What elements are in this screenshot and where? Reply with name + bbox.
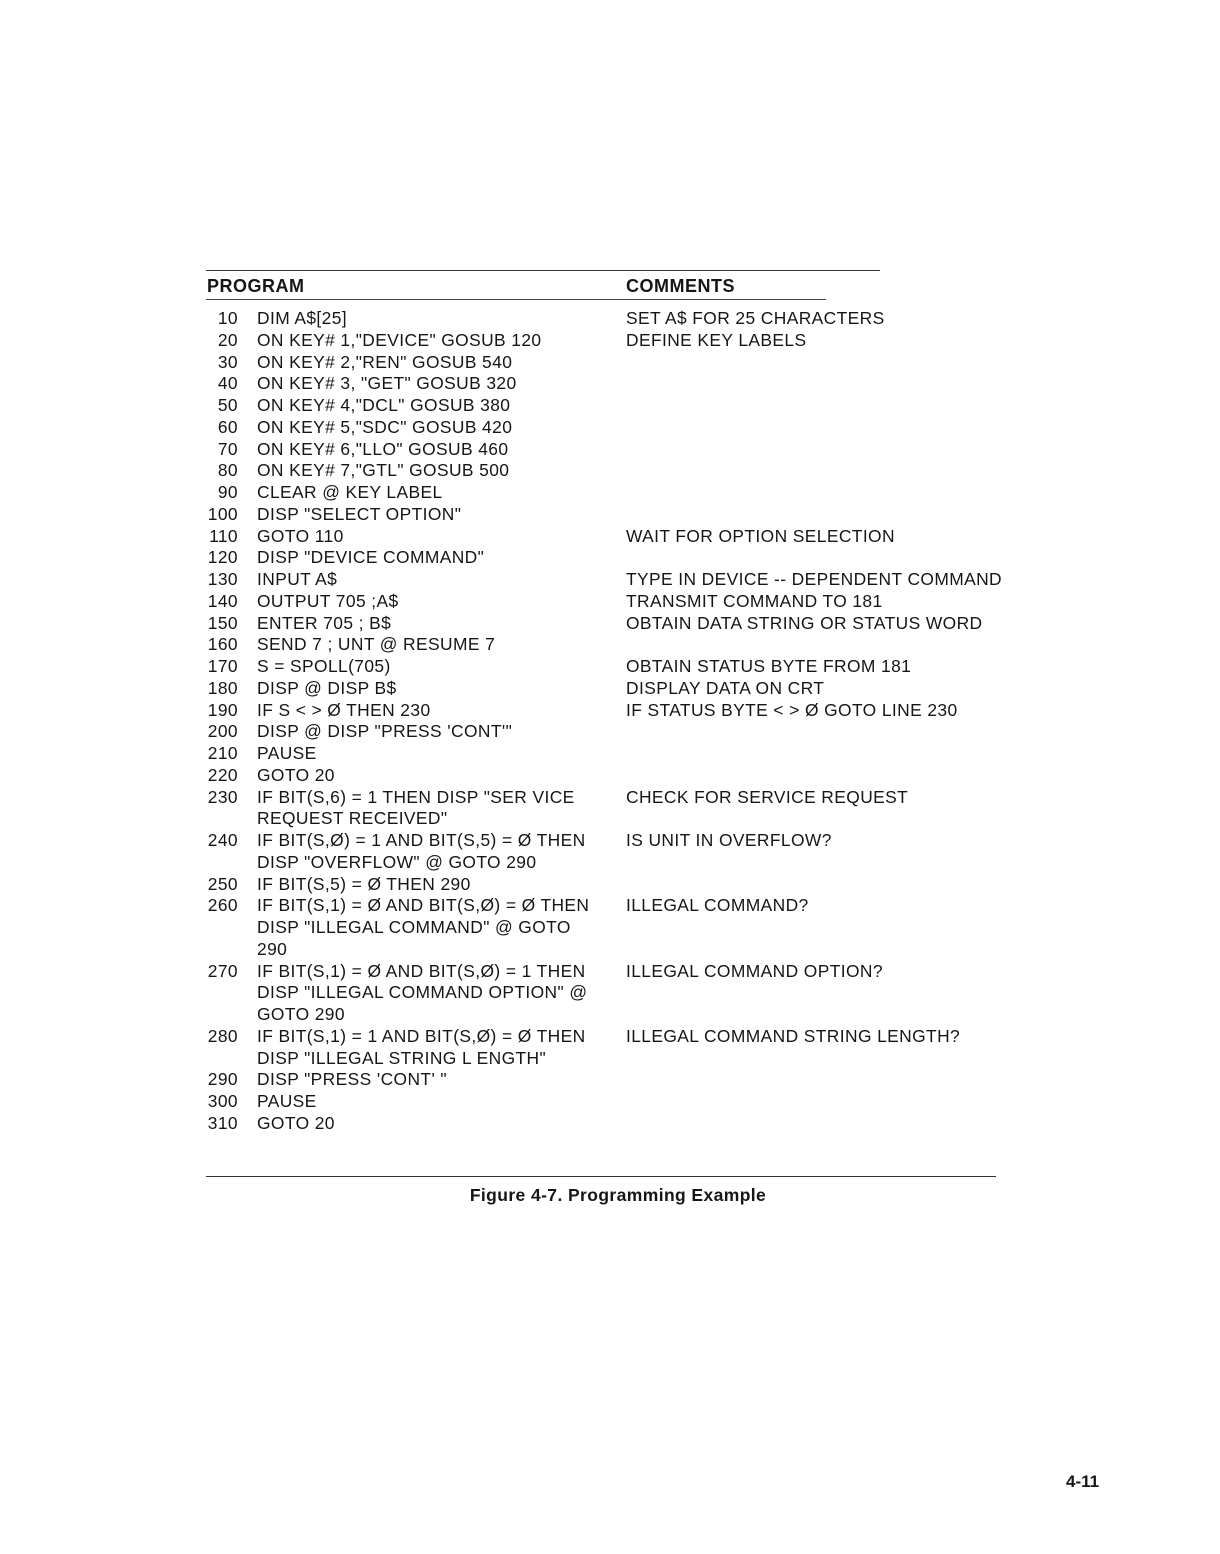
listing-row [200,569,1060,591]
line-number: 170 [207,656,238,676]
line-number: 10 [217,308,238,328]
listing-row [200,439,1060,461]
listing-row [200,395,1060,417]
listing-row [200,830,1060,874]
comment-text: IS UNIT IN OVERFLOW? [626,830,832,850]
code-statement: IF BIT(S,5) = Ø THEN 290 [257,873,471,894]
program-listing [200,308,1060,1135]
code-statement: IF BIT(S,1) = Ø AND BIT(S,Ø) = Ø THEN DISP "ILLEGAL COMMAND" @ GOTO 290 [257,895,595,959]
line-number: 80 [217,460,238,481]
figure-caption: Figure 4-7. Programming Example [469,1185,767,1205]
code-statement: PAUSE [257,743,317,763]
line-number: 130 [207,569,238,589]
code-statement: S = SPOLL(705) [257,656,391,676]
comment-text [626,1069,1060,1091]
code-statement: DISP "DEVICE COMMAND" [257,547,485,568]
listing-row [200,1113,1060,1135]
listing-row [200,656,1060,678]
code-statement: PAUSE [257,1091,317,1111]
comment-text [626,460,1060,482]
listing-row [200,526,1060,548]
code-statement: GOTO 110 [257,525,344,546]
line-number: 40 [217,373,238,394]
code-statement: DISP "SELECT OPTION" [257,503,462,524]
line-number: 190 [207,699,238,720]
line-number: 160 [207,634,238,655]
comment-text: ILLEGAL COMMAND STRING LENGTH? [626,1025,961,1046]
code-statement: INPUT A$ [257,569,338,589]
code-statement: ON KEY# 2,"REN" GOSUB 540 [257,351,513,372]
comment-text: CHECK FOR SERVICE REQUEST [626,786,909,807]
line-number: 140 [207,590,238,611]
comment-text [626,1113,1060,1135]
line-number: 260 [207,895,238,916]
comment-text [626,352,1060,374]
comment-text: OBTAIN STATUS BYTE FROM 181 [626,656,912,676]
figure-caption-wrap [0,1185,1000,1206]
listing-row [200,417,1060,439]
comment-text [626,634,1060,656]
comment-text: SET A$ FOR 25 CHARACTERS [626,308,885,328]
listing-row [200,721,1060,743]
code-statement: IF S < > Ø THEN 230 [257,699,431,720]
comment-text [626,547,1060,569]
listing-row [200,895,1060,960]
listing-row [200,1091,1060,1113]
listing-row [200,1026,1060,1070]
code-statement: ENTER 705 ; B$ [257,612,392,633]
code-statement: ON KEY# 6,"LLO" GOSUB 460 [257,438,509,459]
comment-text [626,504,1060,526]
line-number: 180 [207,677,238,698]
line-number: 280 [207,1025,238,1046]
listing-row [200,460,1060,482]
line-number: 220 [207,764,238,785]
comment-text [626,765,1060,787]
code-statement: IF BIT(S,1) = Ø AND BIT(S,Ø) = 1 THEN DISP "ILLEGAL COMMAND OPTION" @ GOTO 290 [257,960,593,1024]
comment-text: DEFINE KEY LABELS [626,329,807,350]
code-statement: CLEAR @ KEY LABEL [257,482,443,502]
comment-text: ILLEGAL COMMAND? [626,895,809,916]
comment-text [626,417,1060,439]
line-number: 240 [207,830,238,850]
comment-text [626,874,1060,896]
listing-row [200,787,1060,831]
code-statement: ON KEY# 3, "GET" GOSUB 320 [257,373,517,394]
listing-row [200,352,1060,374]
comment-text [626,439,1060,461]
comment-text [626,482,1060,504]
listing-row [200,874,1060,896]
comment-text [626,743,1060,765]
code-statement: IF BIT(S,6) = 1 THEN DISP "SER VICE REQUEST RECEIVED" [257,786,580,829]
code-statement: GOTO 20 [257,1112,335,1133]
comment-text: OBTAIN DATA STRING OR STATUS WORD [626,612,983,633]
code-statement: ON KEY# 1,"DEVICE" GOSUB 120 [257,329,542,350]
comments-column-header: COMMENTS [626,276,735,296]
line-number: 210 [207,743,238,763]
comment-text [626,395,1060,417]
comment-text [626,721,1060,743]
code-statement: DISP @ DISP B$ [257,677,397,698]
comment-text: TRANSMIT COMMAND TO 181 [626,590,883,611]
comment-text: WAIT FOR OPTION SELECTION [626,525,895,546]
listing-row [200,547,1060,569]
code-statement: GOTO 20 [257,764,335,785]
code-statement: ON KEY# 7,"GTL" GOSUB 500 [257,460,510,481]
line-number: 20 [217,329,238,350]
listing-row [200,700,1060,722]
listing-row [200,743,1060,765]
code-statement: OUTPUT 705 ;A$ [257,590,399,611]
code-statement: DISP @ DISP "PRESS 'CONT'" [257,721,513,742]
comment-text: IF STATUS BYTE < > Ø GOTO LINE 230 [626,699,958,720]
line-number: 300 [207,1091,238,1111]
line-number: 250 [207,873,238,894]
code-statement: ON KEY# 5,"SDC" GOSUB 420 [257,416,513,437]
listing-row [200,765,1060,787]
listing-row [200,308,1060,330]
line-number: 270 [207,960,238,981]
code-statement: DIM A$[25] [257,308,348,328]
line-number: 90 [217,482,238,502]
line-number: 70 [217,438,238,459]
comment-text: TYPE IN DEVICE -- DEPENDENT COMMAND [626,569,1003,589]
line-number: 110 [209,525,238,546]
comment-text: DISPLAY DATA ON CRT [626,677,825,698]
program-column-header: PROGRAM [207,276,305,296]
line-number: 100 [207,503,238,524]
listing-row [200,373,1060,395]
listing-row [200,634,1060,656]
comment-text [626,1091,1060,1113]
table-bottom-rule [206,1176,996,1177]
listing-row [200,330,1060,352]
listing-row [200,678,1060,700]
code-statement: ON KEY# 4,"DCL" GOSUB 380 [257,395,511,415]
code-statement: IF BIT(S,Ø) = 1 AND BIT(S,5) = Ø THEN DISP "OVERFLOW" @ GOTO 290 [257,830,591,872]
code-statement: DISP "PRESS 'CONT' " [257,1069,447,1090]
code-statement: SEND 7 ; UNT @ RESUME 7 [257,634,496,655]
table-top-rule [206,270,880,271]
listing-row [200,591,1060,613]
listing-row [200,961,1060,1026]
line-number: 60 [217,416,238,437]
line-number: 50 [217,395,238,415]
listing-row [200,504,1060,526]
code-statement: IF BIT(S,1) = 1 AND BIT(S,Ø) = Ø THEN DISP "ILLEGAL STRING L ENGTH" [257,1025,591,1068]
line-number: 200 [207,721,238,742]
listing-row [200,613,1060,635]
comment-text [626,373,1060,395]
line-number: 290 [207,1069,238,1090]
listing-row [200,1069,1060,1091]
line-number: 150 [207,612,238,633]
line-number: 310 [207,1112,238,1133]
comment-text: ILLEGAL COMMAND OPTION? [626,960,883,981]
listing-row [200,482,1060,504]
line-number: 30 [217,351,238,372]
header-underline-rule [206,299,826,300]
page-number: 4-11 [1066,1472,1100,1491]
line-number: 120 [207,547,238,568]
line-number: 230 [207,786,238,807]
